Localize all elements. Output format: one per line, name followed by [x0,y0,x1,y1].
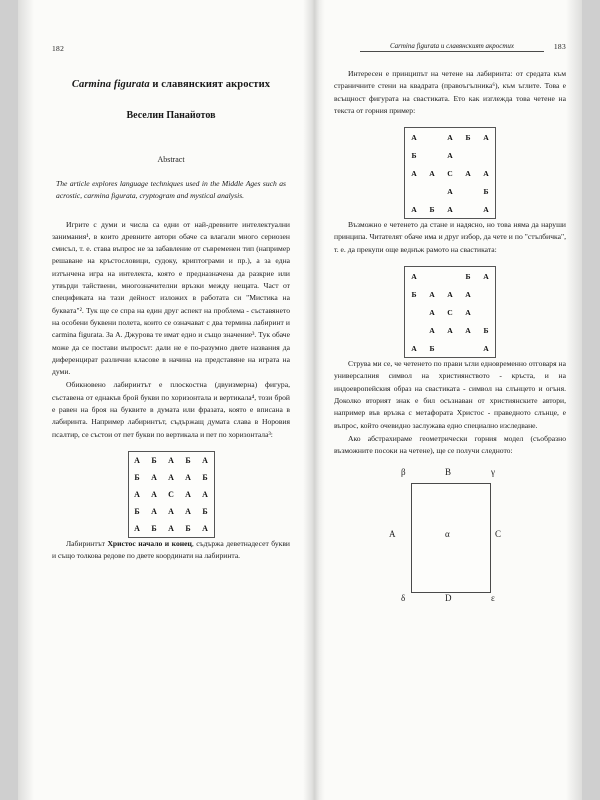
left-page-column [52,44,290,563]
letter-grid-cell: Б [429,204,435,214]
model-label-bottom-right: ε [491,593,495,604]
model-label-center: α [445,529,450,540]
letter-grid-row [405,146,496,164]
letter-grid-cell: Б [483,186,489,196]
article-title [52,79,290,90]
letter-grid-cell: А [483,204,489,214]
letter-grid-cell: А [447,150,453,160]
letter-grid-cell: А [429,289,435,299]
letter-grid-row [128,520,214,538]
letter-grid-cell [405,321,424,339]
letter-grid-row [128,503,214,520]
letter-grid-cell: А [465,289,471,299]
letter-grid-cell: А [429,325,435,335]
model-label-left: A [389,529,396,540]
letter-grid-cell [459,182,477,200]
labyrinth-figure-slava [52,451,290,538]
folio-right: 183 [553,42,566,51]
letter-grid-cell: А [168,455,174,465]
letter-grid-cell: А [151,489,157,499]
letter-grid-cell [423,182,441,200]
running-head: Carmina figurata и славянският акростих [360,42,544,52]
letter-grid-cell [423,267,441,286]
letter-grid-cell: А [447,132,453,142]
letter-grid [404,127,496,219]
abstract-text: The article explores language techniques used in the Middle Ages such as acrostic, carmina figurata, cryptogram and mystical analysis. [56,179,286,201]
letter-grid-cell: Б [134,506,140,516]
letter-grid-cell [459,146,477,164]
model-label-bottom-center: D [445,593,452,604]
body-paragraph: Обикновено лабиринтът е плоскостна (двуизмерна) фигура, съставена от еднакъв брой букви по хоризонтала и вертикала⁴, този брой е равен на броя на буквите в думата или фразата, която е вписана в лабиринта. Например лабиринтът, съдържащ думата слава в Норовия псалтир, се състои от пет букви по вертикала и пет по хоризонтала³: [52,380,290,439]
letter-grid-cell: А [168,523,174,533]
letter-grid-cell: Б [185,523,191,533]
letter-grid-cell [477,303,496,321]
letter-grid-cell: А [411,204,417,214]
letter-grid-cell: Б [185,455,191,465]
caption-prefix: Лабиринтът [66,538,108,548]
abstract-heading: Abstract [157,155,185,164]
letter-grid-cell: А [447,289,453,299]
letter-grid-cell: А [202,489,208,499]
model-label-top-right: γ [491,467,495,478]
letter-grid-row [128,469,214,486]
article-title-rest: и славянският акростих [149,79,271,90]
swastika-reading-figure-2 [334,266,566,358]
caption-rest: , съдържа деветнадесет букви и също толкова редове по двете координати на лабиринта. [52,538,290,561]
geometric-model-figure [365,467,535,617]
letter-grid-row [128,451,214,469]
right-page-column [334,42,566,617]
letter-grid-cell: Б [483,325,489,335]
body-paragraph: Интересен е принципът на четене на лабиринта: от средата към страничните стени на квадрата (правоъгълника⁶), към ъглите. Това е всъщност фигурата на свастиката. Ето как изглежда това четене на текста от горния пример: [334,69,566,115]
letter-grid-cell [441,339,459,358]
letter-grid-cell [405,303,424,321]
letter-grid-cell [423,128,441,147]
letter-grid-cell [477,146,496,164]
letter-grid-cell: А [447,186,453,196]
swastika-reading-figure-1 [334,127,566,219]
letter-grid-cell: Б [429,343,435,353]
letter-grid-cell: А [185,472,191,482]
letter-grid-cell: А [465,325,471,335]
letter-grid-row [405,200,496,219]
letter-grid-cell: А [483,168,489,178]
letter-grid-cell: А [429,307,435,317]
letter-grid-cell: А [185,506,191,516]
letter-grid-cell: А [483,343,489,353]
letter-grid-cell [459,339,477,358]
body-paragraph: Ако абстрахираме геометрически горния модел (съобразно възможните посоки на четене), ще се получи следното: [334,433,566,456]
letter-grid-row [405,285,496,303]
letter-grid-cell: А [447,204,453,214]
letter-grid-cell: С [447,307,453,317]
letter-grid-row [405,182,496,200]
model-label-top-center: B [445,467,452,478]
article-title-latin: Carmina figurata [71,79,150,90]
body-paragraph: Струва ми се, че четенето по прави ъгли едновременно отговаря на универсалния символ на християнството - кръста, и на индоевропейския образ на свастиката - символ на слънцето и огъня. Доколко вторият знак е бил осъзнаван от християнските автори, например във връзка с метафората Христос - праведното слънце, е въпрос, който очевидно заслужава едно специално изследване. [334,359,566,430]
model-rectangle [411,483,491,593]
letter-grid-row [405,339,496,358]
letter-grid-cell: Б [151,455,157,465]
letter-grid-row [405,128,496,147]
letter-grid-row [405,321,496,339]
letter-grid-cell: Б [202,472,208,482]
letter-grid-cell: А [411,343,417,353]
folio-left: 182 [52,44,65,53]
letter-grid-cell: А [465,168,471,178]
letter-grid-cell: А [483,132,489,142]
letter-grid-cell: А [447,325,453,335]
letter-grid-cell: А [465,307,471,317]
caption-bold-phrase: Христос начало и конец [107,538,192,548]
body-paragraph: Възможно е четенето да стане и надясно, но това няма да наруши принципа. Читателят обаче има и друг избор, да чете и по "стълбичка", т. е. да прекупи още веднъж рамото на свастиката: [334,220,566,254]
letter-grid [404,266,496,358]
letter-grid-cell: А [134,455,140,465]
letter-grid-cell: А [151,472,157,482]
letter-grid-cell: А [411,132,417,142]
model-label-bottom-left: δ [401,593,406,604]
letter-grid-cell: Б [465,132,471,142]
letter-grid-cell [459,200,477,219]
letter-grid-cell: А [411,168,417,178]
letter-grid-cell: А [411,271,417,281]
letter-grid-row [405,303,496,321]
letter-grid-cell: А [429,168,435,178]
labyrinth-caption [52,538,290,563]
letter-grid-cell: А [134,489,140,499]
letter-grid-cell: С [447,168,453,178]
letter-grid [128,451,215,538]
letter-grid-cell: Б [202,506,208,516]
model-label-right: C [495,529,502,540]
letter-grid-row [405,164,496,182]
letter-grid-cell: А [168,472,174,482]
letter-grid-cell: А [151,506,157,516]
letter-grid-cell: А [185,489,191,499]
letter-grid-cell: Б [411,289,417,299]
body-paragraph: Игрите с думи и числа са едни от най-древните интелектуални занимания¹, в които древните автори обаче са влагали много сериозен смисъл, т. е. става въпрос не за забавление от съвременен тип (например решаване на кръстословици, судоку, криптограми и пр.), а за една изтънчена игра на интелекта, която е предназначена да разкрие или утвърди тайствени, многозначителни връзки между нещата. Част от спецификата на тази дейност изложих в работата си "Мистика на буквата"². Тук ще се спра на един друг аспект на проблема - съставянето на особени буквени полета, които се означават с два термина лабиринт и carmina figurata. За А. Джурова те имат едно и също значение³. Тук обаче може да се постави въпросът: дали не е по-разумно двете названия да диференцират различни класове в начина на представяне на играта на думи. [52,219,290,377]
letter-grid-row [128,486,214,503]
letter-grid-row [405,267,496,286]
letter-grid-cell: Б [134,472,140,482]
letter-grid-cell: А [202,523,208,533]
letter-grid-cell: Б [411,150,417,160]
letter-grid-cell [405,182,424,200]
letter-grid-cell: А [168,506,174,516]
letter-grid-cell [423,146,441,164]
letter-grid-cell: А [134,523,140,533]
letter-grid-cell [441,267,459,286]
letter-grid-cell: Б [151,523,157,533]
letter-grid-cell: С [168,489,174,499]
letter-grid-cell: А [483,271,489,281]
letter-grid-cell: А [202,455,208,465]
letter-grid-cell [477,285,496,303]
letter-grid-cell: Б [465,271,471,281]
article-author: Веселин Панайотов [126,110,216,121]
model-label-top-left: β [401,467,406,478]
